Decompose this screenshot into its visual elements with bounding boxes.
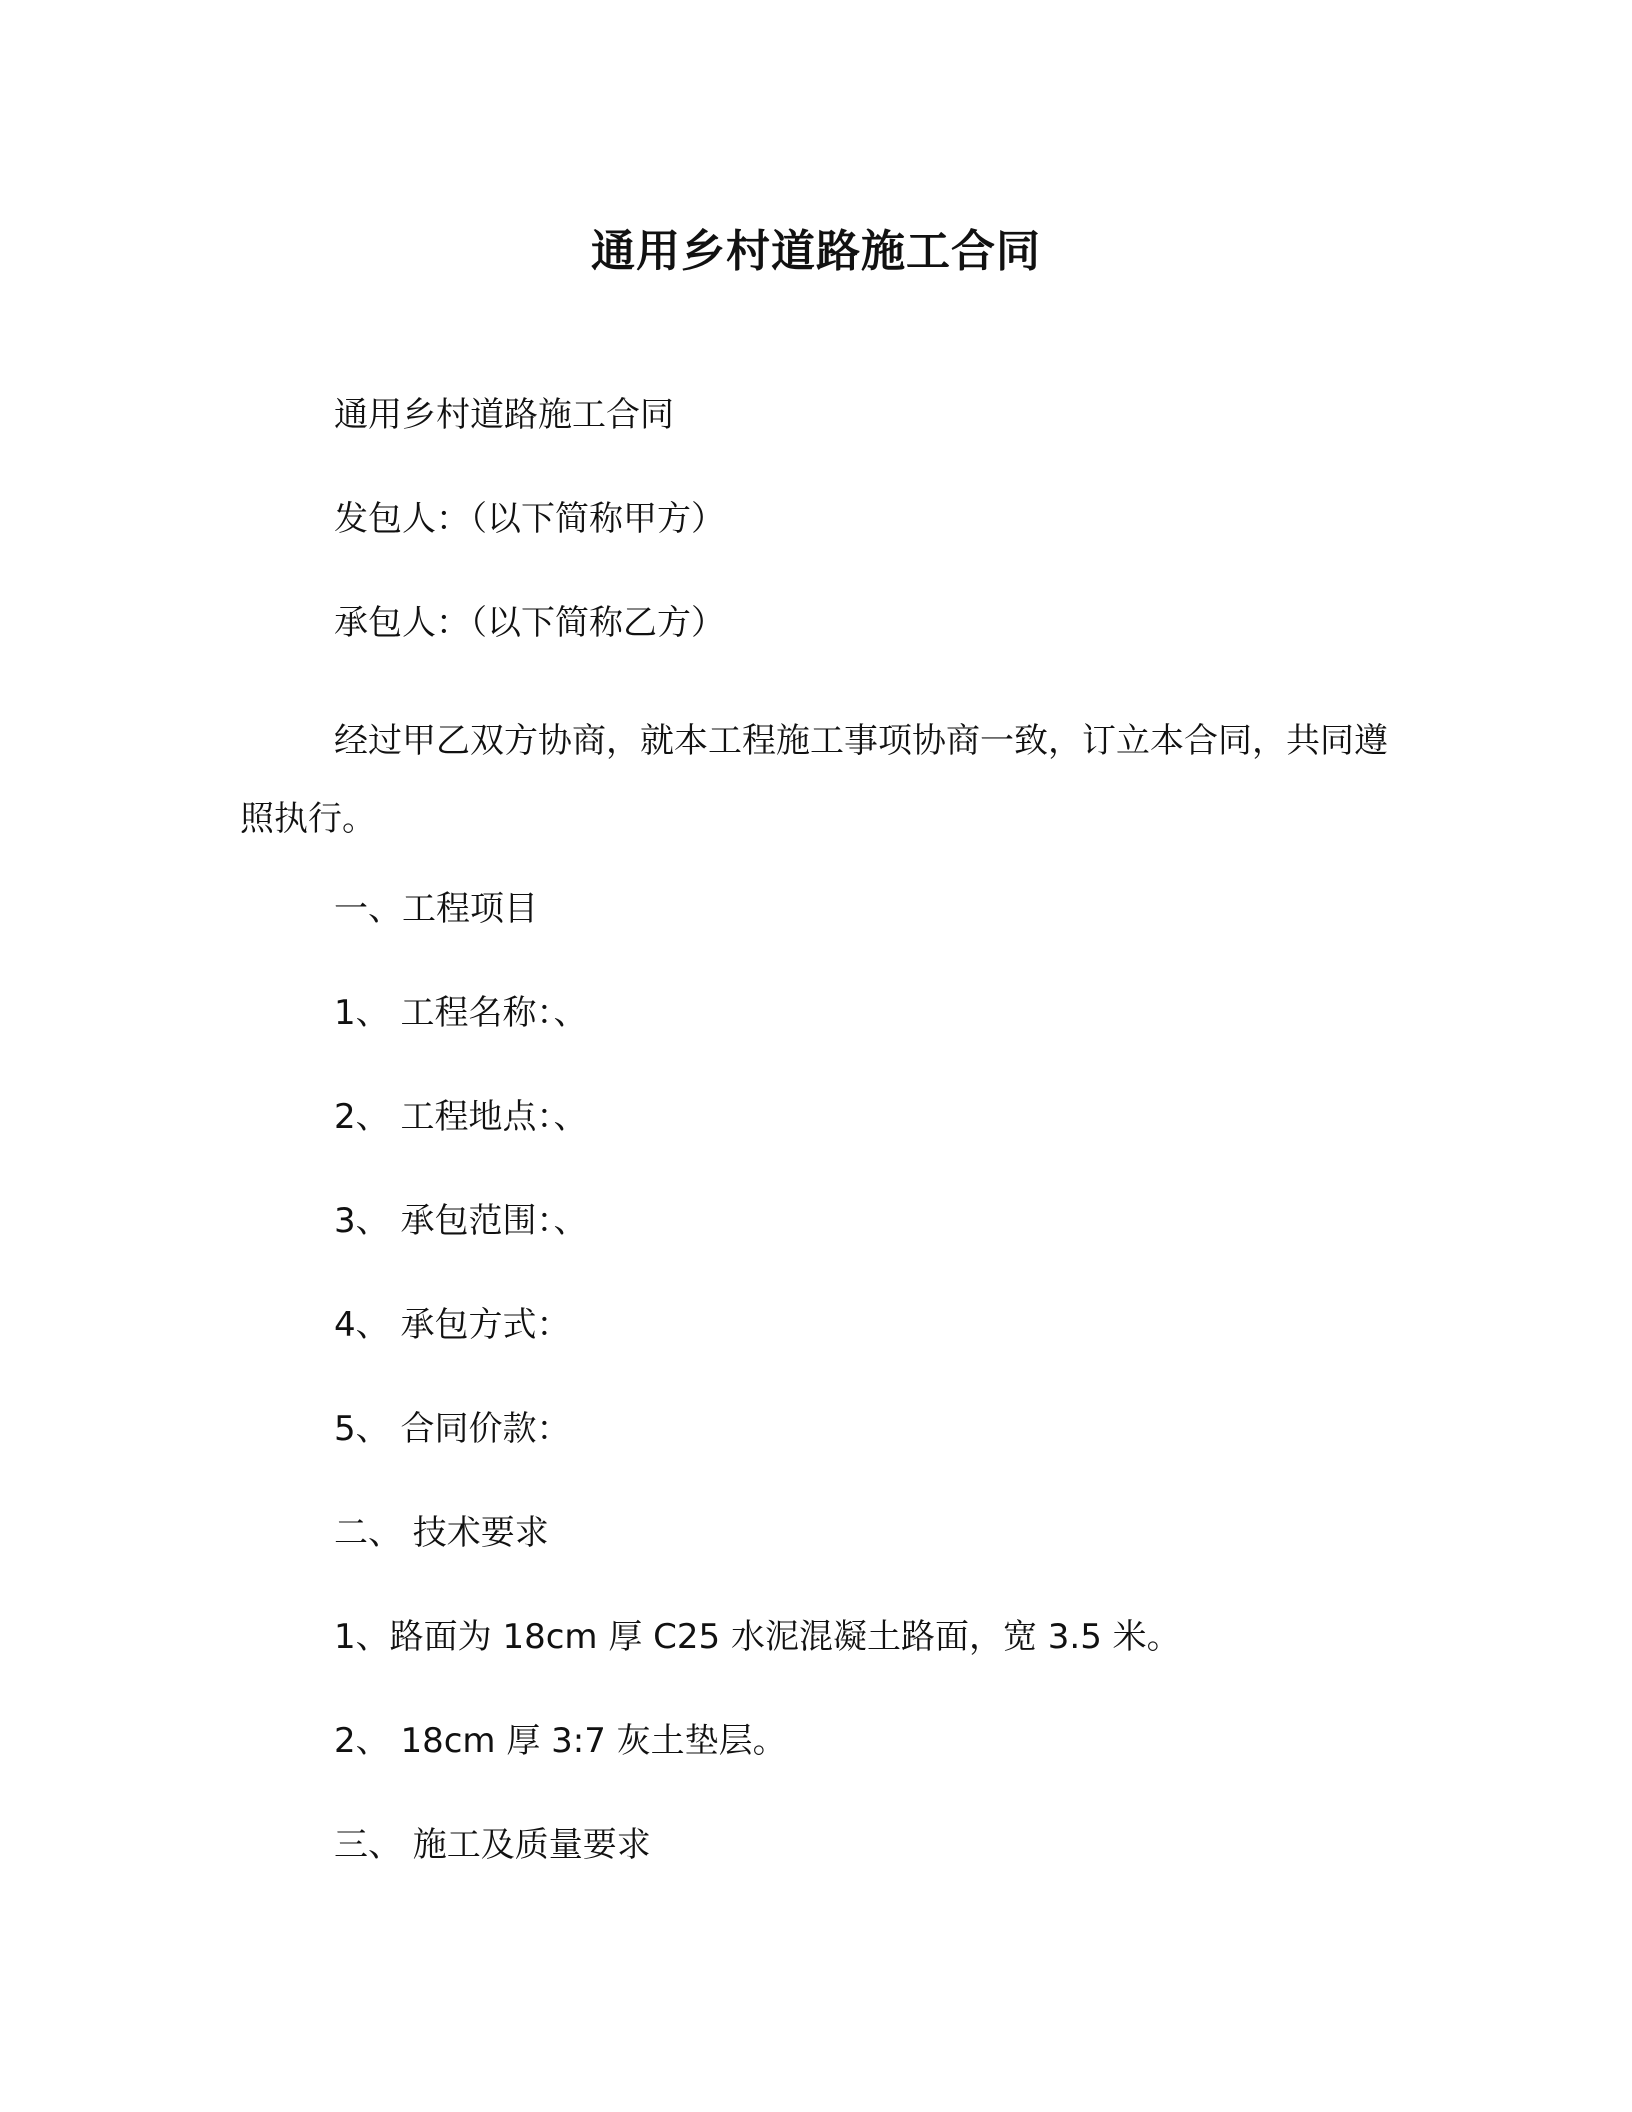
section-heading-quality: 三、 施工及质量要求 <box>334 1825 651 1865</box>
paragraph-cushion-layer: 2、 18cm 厚 3:7 灰土垫层。 <box>334 1721 787 1761</box>
paragraph-subtitle: 通用乡村道路施工合同 <box>334 395 674 435</box>
paragraph-contract-scope: 3、 承包范围：、 <box>334 1201 588 1241</box>
document-title: 通用乡村道路施工合同 <box>591 226 1041 277</box>
document-body <box>240 390 1400 1924</box>
paragraph-project-location: 2、 工程地点：、 <box>334 1097 588 1137</box>
paragraph-road-surface: 1、路面为 18cm 厚 C25 水泥混凝土路面，宽 3.5 米。 <box>334 1617 1181 1657</box>
paragraph-contract-method: 4、 承包方式： <box>334 1305 571 1345</box>
paragraph-contract-price: 5、 合同价款： <box>334 1409 571 1449</box>
paragraph-project-name: 1、 工程名称：、 <box>334 993 588 1033</box>
paragraph-preamble: 经过甲乙双方协商，就本工程施工事项协商一致，订立本合同，共同遵照执行。 <box>240 721 1388 839</box>
paragraph-party-a: 发包人：（以下简称甲方） <box>334 499 725 539</box>
section-heading-project: 一、工程项目 <box>334 889 538 929</box>
paragraph-party-b: 承包人：（以下简称乙方） <box>334 603 725 643</box>
section-heading-technical: 二、 技术要求 <box>334 1513 549 1553</box>
